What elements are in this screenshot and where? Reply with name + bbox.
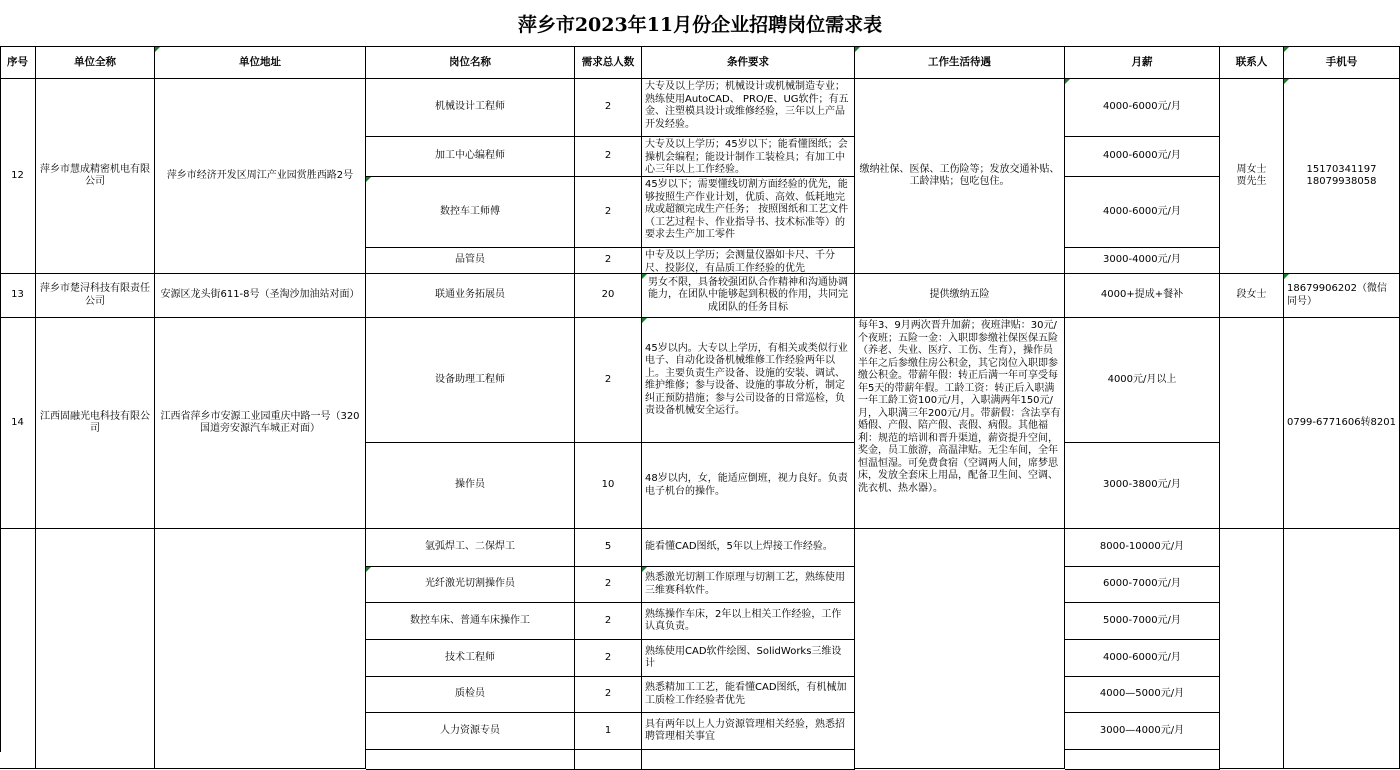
header-company: 单位全称	[36, 47, 155, 79]
company-contact	[1220, 318, 1284, 529]
job-requirements: 熟悉精加工工艺，能看懂CAD图纸，有机械加工质检工作经验者优先	[642, 677, 855, 713]
company-no: 13	[0, 274, 36, 318]
company-address	[155, 529, 366, 769]
job-salary: 3000-3800元/月	[1065, 443, 1220, 529]
job-count: 2	[575, 137, 642, 177]
job-title: 质检员	[366, 677, 575, 713]
company-phone: 15170341197 18079938058	[1284, 79, 1400, 274]
company-phone	[1284, 529, 1400, 769]
job-count: 2	[575, 640, 642, 677]
company-welfare: 缴纳社保、医保、工伤险等；发放交通补贴、工龄津贴；包吃包住。	[855, 79, 1065, 274]
cell-marker	[1284, 47, 1289, 52]
job-count: 10	[575, 443, 642, 529]
job-requirements: 45岁以内。大专以上学历，有相关或类似行业电子、自动化设备机械维修工作经验两年以上。主要负责生产设备、设施的安装、调试、维护维修；参与设备、设施的事故分析，制定纠正预防措施；参与公司设备的日常巡检，负责设备机械安全运行。	[642, 318, 855, 443]
job-requirements: 熟练操作车床，2年以上相关工作经验，工作认真负责。	[642, 603, 855, 640]
job-salary: 5000-7000元/月	[1065, 603, 1220, 640]
header-position: 岗位名称	[366, 47, 575, 79]
company-name: 萍乡市慧成精密机电有限公司	[36, 79, 155, 274]
job-requirements: 能看懂CAD图纸，5年以上焊接工作经验。	[642, 529, 855, 567]
company-welfare: 提供缴纳五险	[855, 274, 1065, 318]
job-count: 1	[575, 713, 642, 750]
job-requirements: 具有两年以上人力资源管理相关经验，熟悉招聘管理相关事宜	[642, 713, 855, 750]
cell-marker	[1284, 274, 1289, 279]
header-no: 序号	[0, 47, 36, 79]
job-title: 氩弧焊工、二保焊工	[366, 529, 575, 567]
company-contact: 段女士	[1220, 274, 1284, 318]
job-title: 加工中心编程师	[366, 137, 575, 177]
job-requirements: 大专及以上学历；45岁以下；能看懂图纸；会操机会编程；能设计制作工装检具；有加工中心三年以上工作经验。	[642, 137, 855, 177]
header-welfare: 工作生活待遇	[855, 47, 1065, 79]
job-title: 技术工程师	[366, 640, 575, 677]
job-title: 品管员	[366, 248, 575, 274]
job-count: 2	[575, 177, 642, 248]
job-requirements: 中专及以上学历；会测量仪器如卡尺、千分尺、投影仪，有品质工作经验的优先	[642, 248, 855, 274]
cell-marker	[855, 47, 860, 52]
job-requirements: 45岁以下；需要懂线切割方面经验的优先，能够按照生产作业计划，优质、高效、低耗地完成或超额完成生产任务； 按照图纸和工艺文件（工艺过程卡、作业指导书、技术标准等）的要求去生产加工零件	[642, 177, 855, 248]
job-requirements	[642, 750, 855, 770]
job-salary: 4000—5000元/月	[1065, 677, 1220, 713]
header-contact: 联系人	[1220, 47, 1284, 79]
cell-marker	[366, 567, 371, 572]
job-count: 20	[575, 274, 642, 318]
job-salary: 3000—4000元/月	[1065, 713, 1220, 750]
company-address: 安源区龙头街611-8号（圣淘沙加油站对面）	[155, 274, 366, 318]
header-requirements: 条件要求	[642, 47, 855, 79]
company-phone: 0799-6771606转8201	[1284, 318, 1400, 529]
company-no: 14	[0, 318, 36, 529]
cell-marker	[642, 274, 647, 279]
job-title: 联通业务拓展员	[366, 274, 575, 318]
header-salary: 月薪	[1065, 47, 1220, 79]
job-salary: 8000-10000元/月	[1065, 529, 1220, 567]
job-title: 机械设计工程师	[366, 79, 575, 137]
job-count: 2	[575, 677, 642, 713]
company-phone: 18679906202（微信同号）	[1284, 274, 1400, 318]
header-count: 需求总人数	[575, 47, 642, 79]
header-address: 单位地址	[155, 47, 366, 79]
company-address: 江西省萍乡市安源工业园重庆中路一号（320国道旁安源汽车城正对面）	[155, 318, 366, 529]
job-salary: 6000-7000元/月	[1065, 567, 1220, 603]
job-requirements: 熟练使用CAD软件绘图、SolidWorks三维设计	[642, 640, 855, 677]
company-contact: 周女士 贾先生	[1220, 79, 1284, 274]
job-title: 设备助理工程师	[366, 318, 575, 443]
company-no	[0, 529, 36, 769]
job-title	[366, 750, 575, 770]
job-requirements: 熟悉激光切割工作原理与切割工艺，熟练使用三维赛科软件。	[642, 567, 855, 603]
job-title: 操作员	[366, 443, 575, 529]
cell-marker	[366, 177, 371, 182]
job-count: 2	[575, 318, 642, 443]
job-count: 2	[575, 79, 642, 137]
company-welfare: 每年3、9月两次晋升加薪；夜班津贴：30元/个夜班；五险一金：入职即参缴社保医保五险（养老、失业、医疗、工伤、生育），操作员半年之后参缴住房公积金，其它岗位入职即参缴公积金。带薪年假：转正后满一年可享受每年5天的带薪年假。工龄工资：转正后入职满一年工龄工资100元/月，入职满两年150元/月，入职满三年200元/月。带薪假：含法享有婚假、产假、陪产假、丧假、病假。其他福利：规范的培训和晋升渠道，薪资提升空间，奖金，员工旅游，高温津贴。无尘车间，全年恒温恒湿。可免费食宿（空调两人间，席梦思床，发放全套床上用品，配备卫生间、空调、洗衣机、热水器）。	[855, 318, 1065, 529]
cell-marker	[155, 47, 160, 52]
job-salary: 4000+提成+餐补	[1065, 274, 1220, 318]
job-count: 5	[575, 529, 642, 567]
job-count: 2	[575, 567, 642, 603]
company-contact	[1220, 529, 1284, 769]
job-count	[575, 750, 642, 770]
job-salary: 4000-6000元/月	[1065, 177, 1220, 248]
job-requirements: 男女不限，具备较强团队合作精神和沟通协调能力，在团队中能够起到积极的作用，共同完成团队的任务目标	[642, 274, 855, 318]
company-address: 萍乡市经济开发区周江产业园赏胜西路2号	[155, 79, 366, 274]
job-salary: 4000元/月以上	[1065, 318, 1220, 443]
job-title: 光纤激光切割操作员	[366, 567, 575, 603]
cell-marker	[642, 567, 647, 572]
header-phone: 手机号	[1284, 47, 1400, 79]
job-requirements: 大专及以上学历；机械设计或机械制造专业；熟练使用AutoCAD、 PRO/E、UG软件；有五金、注塑模具设计或维修经验，三年以上产品开发经验。	[642, 79, 855, 137]
job-salary: 4000-6000元/月	[1065, 640, 1220, 677]
company-name	[36, 529, 155, 769]
job-salary: 4000-6000元/月	[1065, 137, 1220, 177]
job-requirements: 48岁以内，女，能适应倒班，视力良好。负责电子机台的操作。	[642, 443, 855, 529]
company-no: 12	[0, 79, 36, 274]
company-name: 萍乡市楚浔科技有限责任公司	[36, 274, 155, 318]
job-salary: 4000-6000元/月	[1065, 79, 1220, 137]
job-count: 2	[575, 248, 642, 274]
cell-marker	[642, 318, 647, 323]
company-welfare	[855, 529, 1065, 769]
company-name: 江西固融光电科技有限公司	[36, 318, 155, 529]
job-salary	[1065, 750, 1220, 770]
job-count: 2	[575, 603, 642, 640]
job-salary: 3000-4000元/月	[1065, 248, 1220, 274]
cell-marker	[1284, 79, 1289, 84]
job-title: 人力资源专员	[366, 713, 575, 750]
job-title: 数控车床、普通车床操作工	[366, 603, 575, 640]
job-title: 数控车工师傅	[366, 177, 575, 248]
sheet-title: 萍乡市2023年11月份企业招聘岗位需求表	[0, 0, 1400, 47]
